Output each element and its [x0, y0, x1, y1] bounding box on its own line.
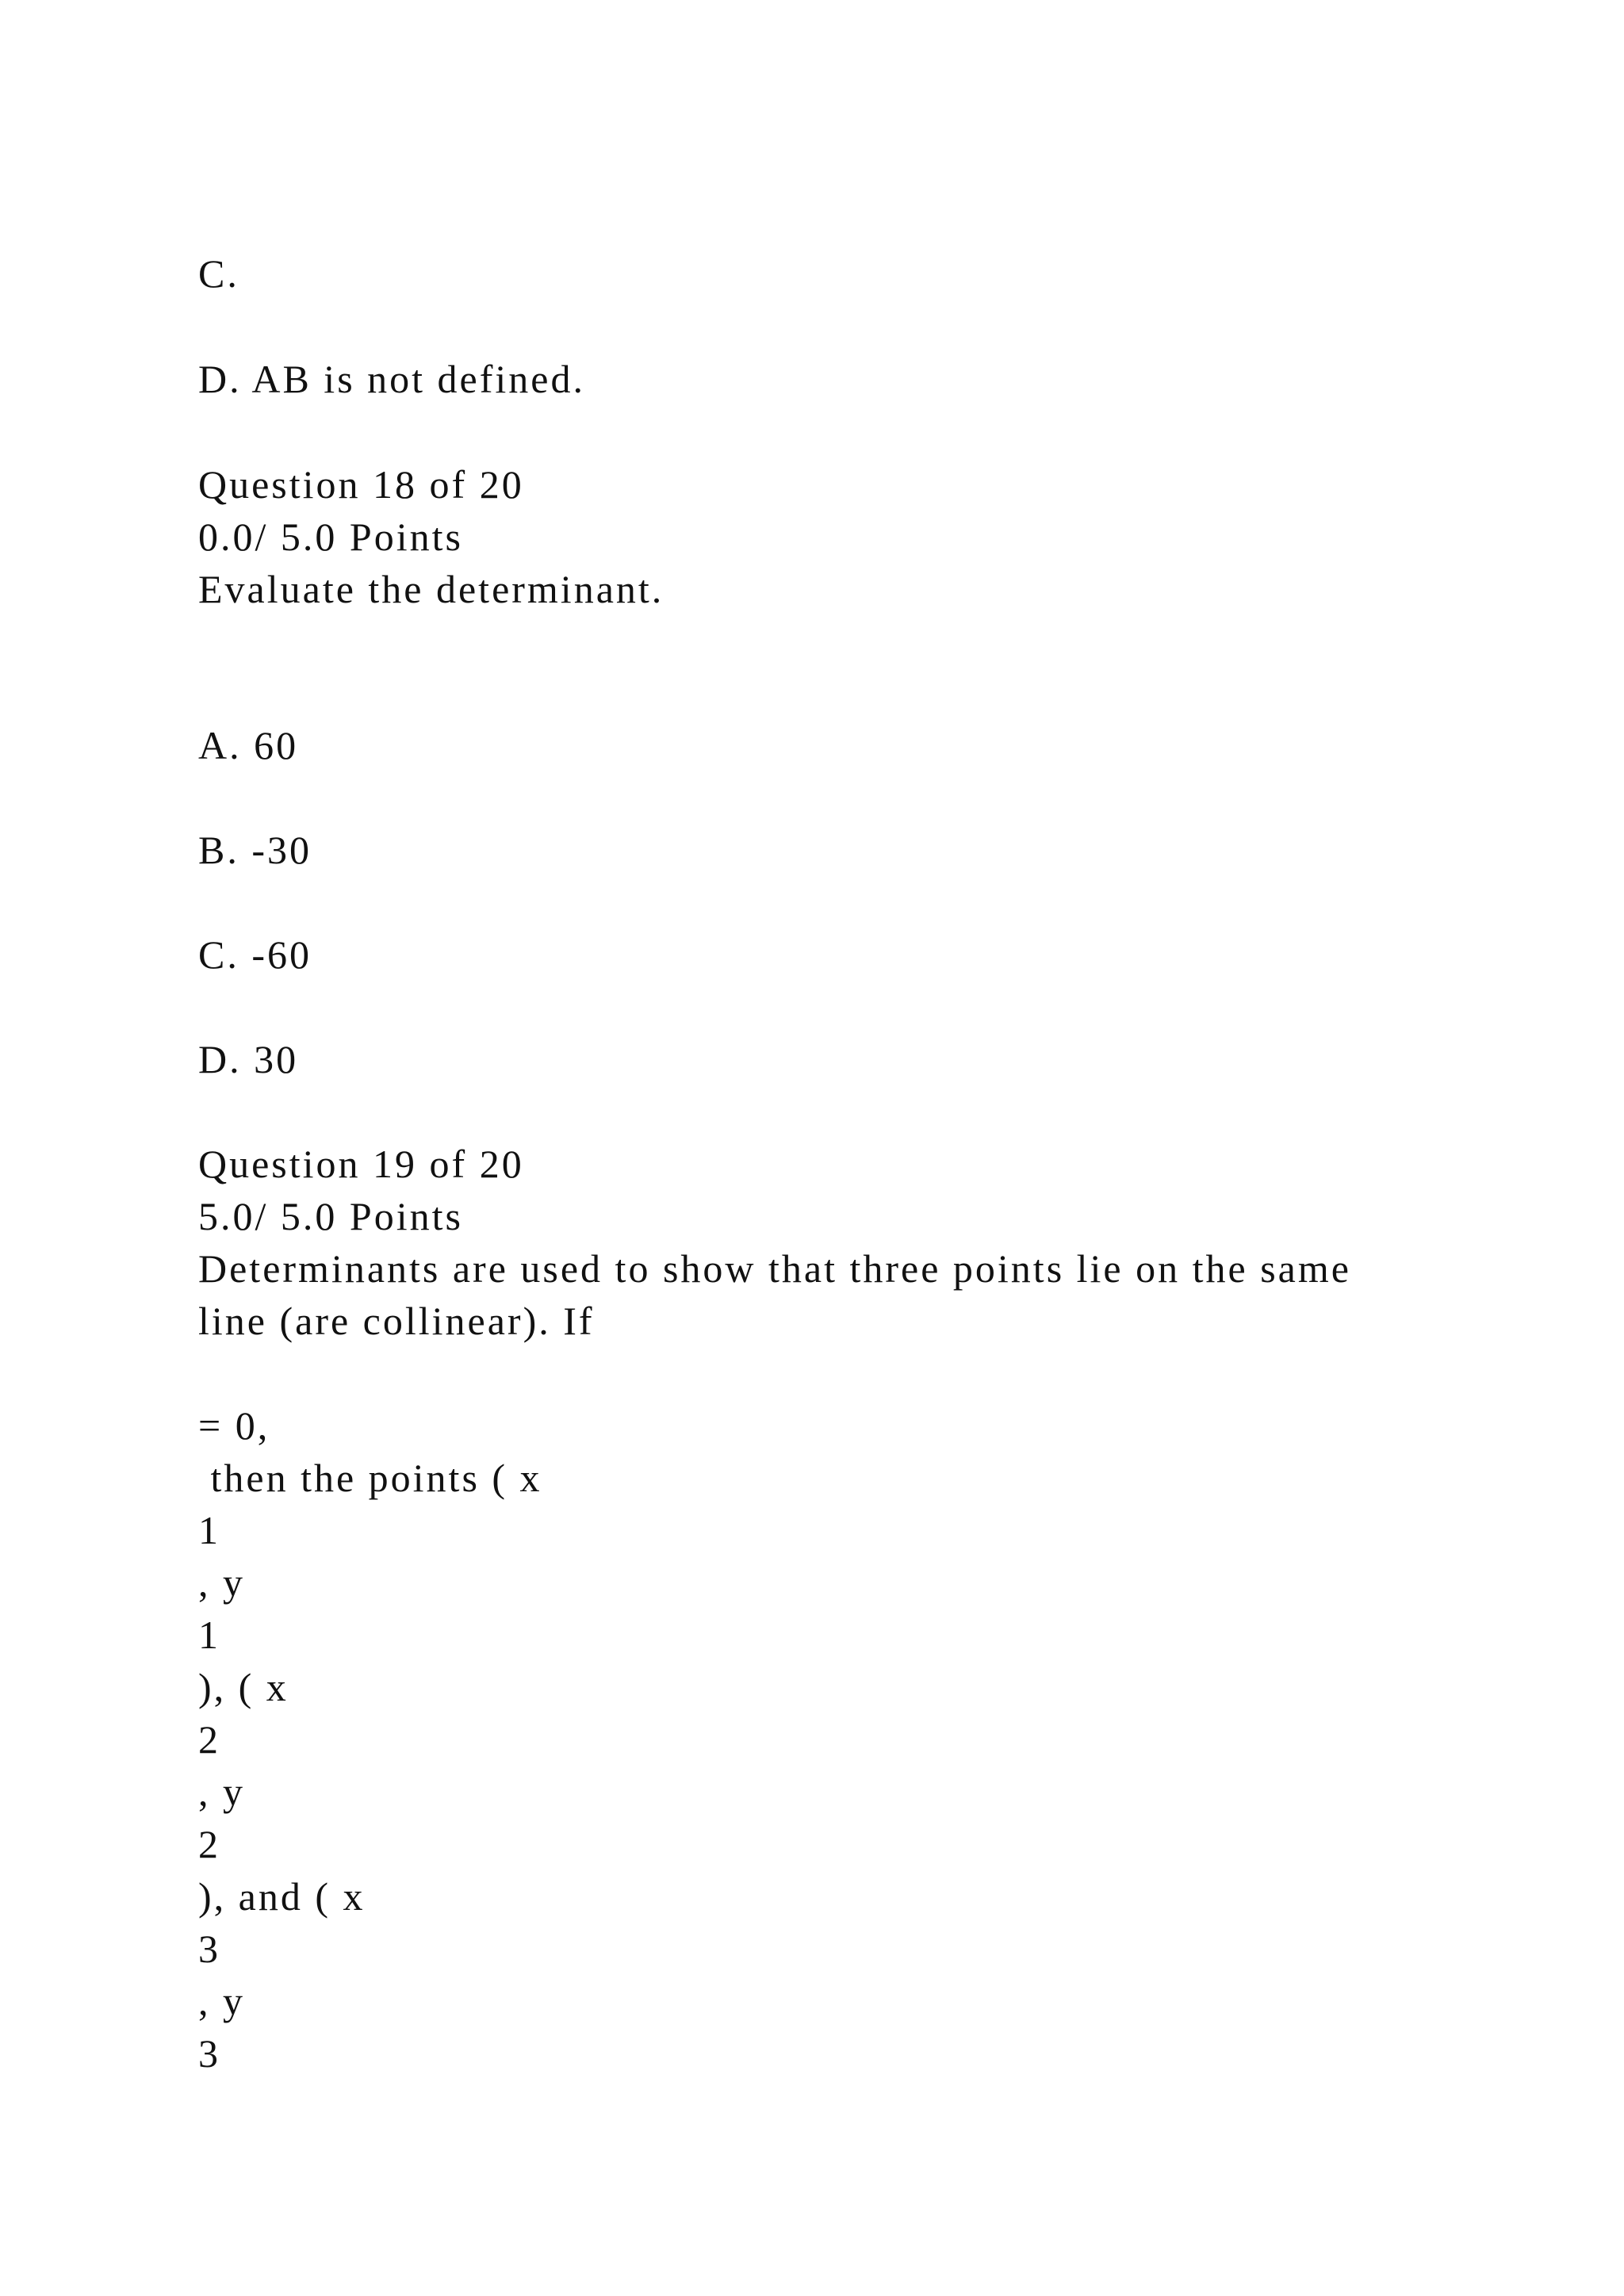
document-page: [198, 0, 1435, 2296]
q19-fragment: 2: [198, 1717, 220, 1762]
q18-title: Question 18 of 20: [198, 462, 524, 507]
q18-option-c: C. -60: [198, 932, 312, 977]
q19-fragment: , y: [198, 1979, 245, 2023]
q19-fragment: 3: [198, 2031, 220, 2076]
q19-prompt-line1: Determinants are used to show that three points lie on the same: [198, 1246, 1351, 1291]
q18-option-d: D. 30: [198, 1037, 299, 1081]
q18-option-a: A. 60: [198, 723, 299, 767]
q19-fragment: , y: [198, 1770, 245, 1814]
q19-fragment: 1: [198, 1613, 220, 1657]
q19-then-points: then the points ( x: [198, 1456, 542, 1500]
q18-prompt: Evaluate the determinant.: [198, 567, 665, 611]
q19-title: Question 19 of 20: [198, 1142, 524, 1186]
q19-fragment: 2: [198, 1822, 220, 1866]
q19-fragment: ), ( x: [198, 1665, 289, 1709]
q19-points: 5.0/ 5.0 Points: [198, 1194, 463, 1238]
q18-option-b: B. -30: [198, 828, 312, 872]
q19-fragment: , y: [198, 1560, 245, 1605]
q18-points: 0.0/ 5.0 Points: [198, 515, 463, 559]
q19-equals-zero: = 0,: [198, 1403, 270, 1448]
q19-fragment: 1: [198, 1508, 220, 1552]
q17-option-c: C.: [198, 251, 239, 296]
q19-fragment: 3: [198, 1927, 220, 1971]
q17-option-d: D. AB is not defined.: [198, 357, 585, 401]
q19-prompt-line2: line (are collinear). If: [198, 1299, 595, 1343]
q19-fragment: ), and ( x: [198, 1874, 366, 1919]
